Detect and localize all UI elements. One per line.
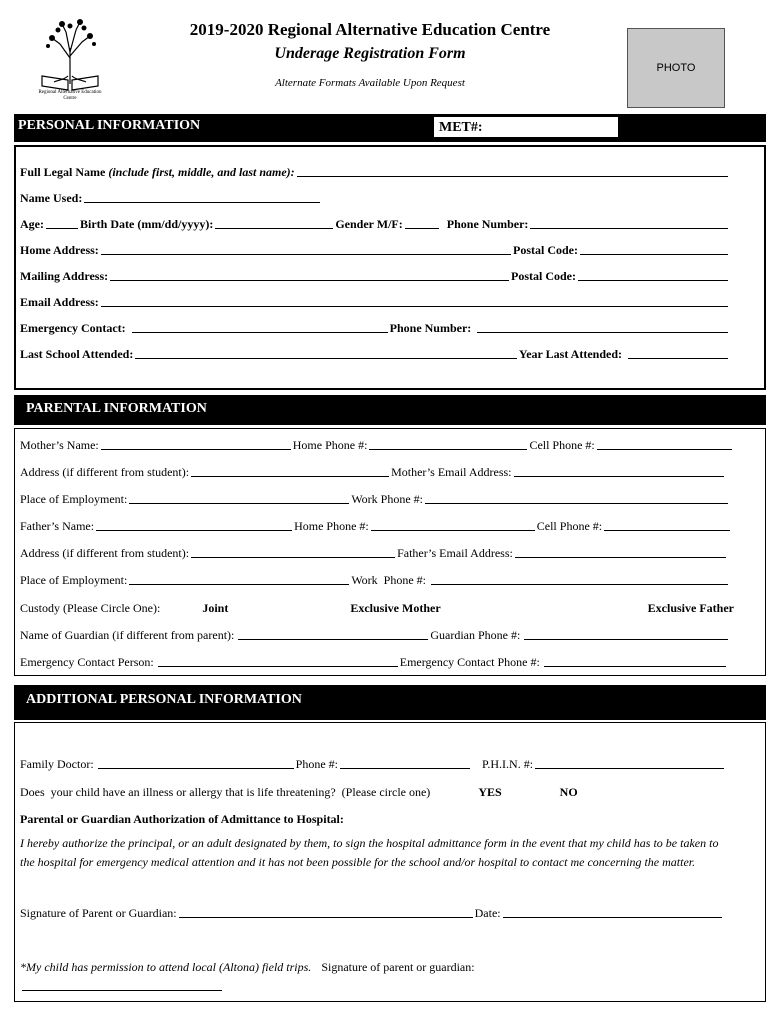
full-name-row: [20, 160, 730, 180]
field-trips-signature-input[interactable]: [22, 990, 222, 991]
email-input[interactable]: [101, 306, 728, 307]
emergency-phone-input[interactable]: [477, 332, 728, 333]
emergency-contact-phone-input[interactable]: [544, 666, 726, 667]
emergency-person-row: [20, 650, 728, 670]
phone-input[interactable]: [530, 228, 728, 229]
father-address-row: [20, 541, 728, 561]
emergency-row: [20, 316, 730, 336]
full-name-label: Full Legal Name: [20, 165, 109, 179]
met-field[interactable]: [434, 117, 618, 137]
family-doctor-label: Family Doctor:: [20, 757, 94, 771]
illness-yes-option[interactable]: YES: [478, 785, 502, 799]
mother-cell-phone-input[interactable]: [597, 449, 732, 450]
mother-home-phone-label: Home Phone #:: [292, 438, 368, 452]
father-email-input[interactable]: [515, 557, 726, 558]
postal-code-label: Postal Code:: [513, 243, 578, 257]
guardian-name-input[interactable]: [238, 639, 428, 640]
illness-question: Does your child have an illness or allergy that is life threatening? (Please circle one): [20, 785, 431, 799]
full-name-note: (include first, middle, and last name):: [108, 165, 295, 179]
year-last-input[interactable]: [628, 358, 728, 359]
personal-info-heading: PERSONAL INFORMATION: [18, 118, 201, 133]
father-name-input[interactable]: [96, 530, 292, 531]
father-work-phone-label: Work Phone #:: [351, 573, 427, 587]
parental-info-heading: PARENTAL INFORMATION: [26, 401, 207, 416]
name-used-row: [20, 186, 730, 206]
guardian-phone-input[interactable]: [524, 639, 728, 640]
name-used-label: Name Used:: [20, 191, 83, 205]
emergency-contact-input[interactable]: [132, 332, 388, 333]
mother-name-label: Mother’s Name:: [20, 438, 99, 452]
family-doctor-input[interactable]: [98, 768, 294, 769]
field-trips-signature-label: Signature of parent or guardian:: [321, 960, 475, 974]
mother-employment-row: [20, 487, 730, 507]
emergency-person-label: Emergency Contact Person:: [20, 655, 154, 669]
mother-work-phone-label: Work Phone #:: [351, 492, 424, 506]
full-name-input[interactable]: [297, 176, 728, 177]
phin-label: P.H.I.N. #:: [482, 757, 534, 771]
mailing-address-label: Mailing Address:: [20, 269, 109, 283]
name-used-input[interactable]: [84, 202, 320, 203]
mother-address-row: [20, 460, 726, 480]
age-row: [20, 212, 730, 232]
emergency-contact-phone-label: Emergency Contact Phone #:: [399, 655, 540, 669]
photo-label: PHOTO: [656, 62, 696, 74]
father-employment-input[interactable]: [129, 584, 349, 585]
photo-box[interactable]: [627, 28, 725, 108]
birth-date-label: Birth Date (mm/dd/yyyy):: [80, 217, 214, 231]
father-cell-phone-label: Cell Phone #:: [536, 519, 603, 533]
gender-label: Gender M/F:: [335, 217, 403, 231]
father-work-phone-input[interactable]: [431, 584, 728, 585]
guardian-row: [20, 623, 730, 643]
last-school-label: Last School Attended:: [20, 347, 134, 361]
father-name-label: Father’s Name:: [20, 519, 95, 533]
form-subtitle: Underage Registration Form: [274, 45, 466, 62]
father-home-phone-label: Home Phone #:: [294, 519, 369, 533]
gender-input[interactable]: [405, 228, 439, 229]
mother-email-input[interactable]: [514, 476, 724, 477]
illness-row: [20, 780, 730, 800]
guardian-name-label: Name of Guardian (if different from parent):: [20, 628, 235, 642]
mother-work-phone-input[interactable]: [425, 503, 728, 504]
custody-row: [20, 596, 734, 616]
date-label: Date:: [474, 906, 501, 920]
field-trips-statement: *My child has permission to attend local (Altona) field trips.: [20, 960, 312, 974]
auth-heading: Parental or Guardian Authorization of Admittance to Hospital:: [20, 812, 344, 826]
father-row: [20, 514, 732, 534]
email-row: [20, 290, 730, 310]
mother-row: [20, 433, 734, 453]
mother-cell-phone-label: Cell Phone #:: [529, 438, 595, 452]
father-employment-row: [20, 568, 730, 588]
mother-name-input[interactable]: [101, 449, 291, 450]
custody-exclusive-mother-option[interactable]: Exclusive Mother: [350, 601, 441, 615]
email-label: Email Address:: [20, 295, 99, 309]
family-doctor-row: [20, 752, 726, 772]
illness-no-option[interactable]: NO: [559, 785, 578, 799]
custody-joint-option[interactable]: Joint: [202, 601, 229, 615]
mailing-postal-input[interactable]: [578, 280, 728, 281]
mother-email-label: Mother’s Email Address:: [391, 465, 512, 479]
custody-exclusive-father-option[interactable]: Exclusive Father: [647, 601, 734, 615]
phin-input[interactable]: [535, 768, 724, 769]
doctor-phone-label: Phone #:: [295, 757, 339, 771]
signature-input[interactable]: [179, 917, 473, 918]
doctor-phone-input[interactable]: [340, 768, 470, 769]
age-label: Age:: [20, 217, 44, 231]
signature-row: [20, 901, 724, 921]
form-title: 2019-2020 Regional Alternative Education Centre: [189, 20, 551, 39]
father-employment-label: Place of Employment:: [20, 573, 128, 587]
mother-employment-label: Place of Employment:: [20, 492, 128, 506]
birth-date-input[interactable]: [215, 228, 333, 229]
emergency-person-input[interactable]: [158, 666, 398, 667]
school-logo: [38, 18, 102, 102]
logo-text: Regional Alternative Education Centre: [38, 90, 102, 101]
guardian-phone-label: Guardian Phone #:: [430, 628, 521, 642]
signature-label: Signature of Parent or Guardian:: [20, 906, 177, 920]
parental-info-bar: [14, 395, 766, 425]
additional-info-heading: ADDITIONAL PERSONAL INFORMATION: [26, 692, 302, 707]
mother-home-phone-input[interactable]: [369, 449, 527, 450]
mother-employment-input[interactable]: [129, 503, 349, 504]
alternate-formats-note: Alternate Formats Available Upon Request: [275, 77, 465, 89]
date-input[interactable]: [503, 917, 722, 918]
additional-info-bar: [14, 685, 766, 720]
year-last-label: Year Last Attended:: [518, 347, 622, 361]
mother-address-label: Address (if different from student):: [20, 465, 190, 479]
personal-info-bar: [14, 114, 766, 142]
home-address-row: [20, 238, 730, 258]
emergency-phone-label: Phone Number:: [389, 321, 472, 335]
met-label: MET#:: [439, 120, 483, 135]
field-trips-row: [20, 955, 730, 975]
home-address-input[interactable]: [101, 254, 511, 255]
mailing-address-row: [20, 264, 730, 284]
mailing-address-input[interactable]: [110, 280, 509, 281]
auth-heading-row: [20, 807, 730, 827]
father-home-phone-input[interactable]: [371, 530, 535, 531]
phone-label: Phone Number:: [446, 217, 529, 231]
age-input[interactable]: [46, 228, 78, 229]
mailing-postal-label: Postal Code:: [511, 269, 576, 283]
father-address-input[interactable]: [191, 557, 395, 558]
last-school-row: [20, 342, 730, 362]
mother-address-input[interactable]: [191, 476, 389, 477]
last-school-input[interactable]: [135, 358, 517, 359]
custody-label: Custody (Please Circle One):: [20, 601, 161, 615]
auth-statement: I hereby authorize the principal, or an adult designated by them, to sign the hospital admittance form in the event that my child has to be taken to the hospital for emergency medical attention and it has not been possible for the school and/or hospital to contact me concerning the matter.: [20, 836, 719, 869]
father-address-label: Address (if different from student):: [20, 546, 190, 560]
home-address-label: Home Address:: [20, 243, 99, 257]
father-email-label: Father’s Email Address:: [397, 546, 513, 560]
postal-code-input[interactable]: [580, 254, 728, 255]
emergency-contact-label: Emergency Contact:: [20, 321, 126, 335]
father-cell-phone-input[interactable]: [604, 530, 730, 531]
